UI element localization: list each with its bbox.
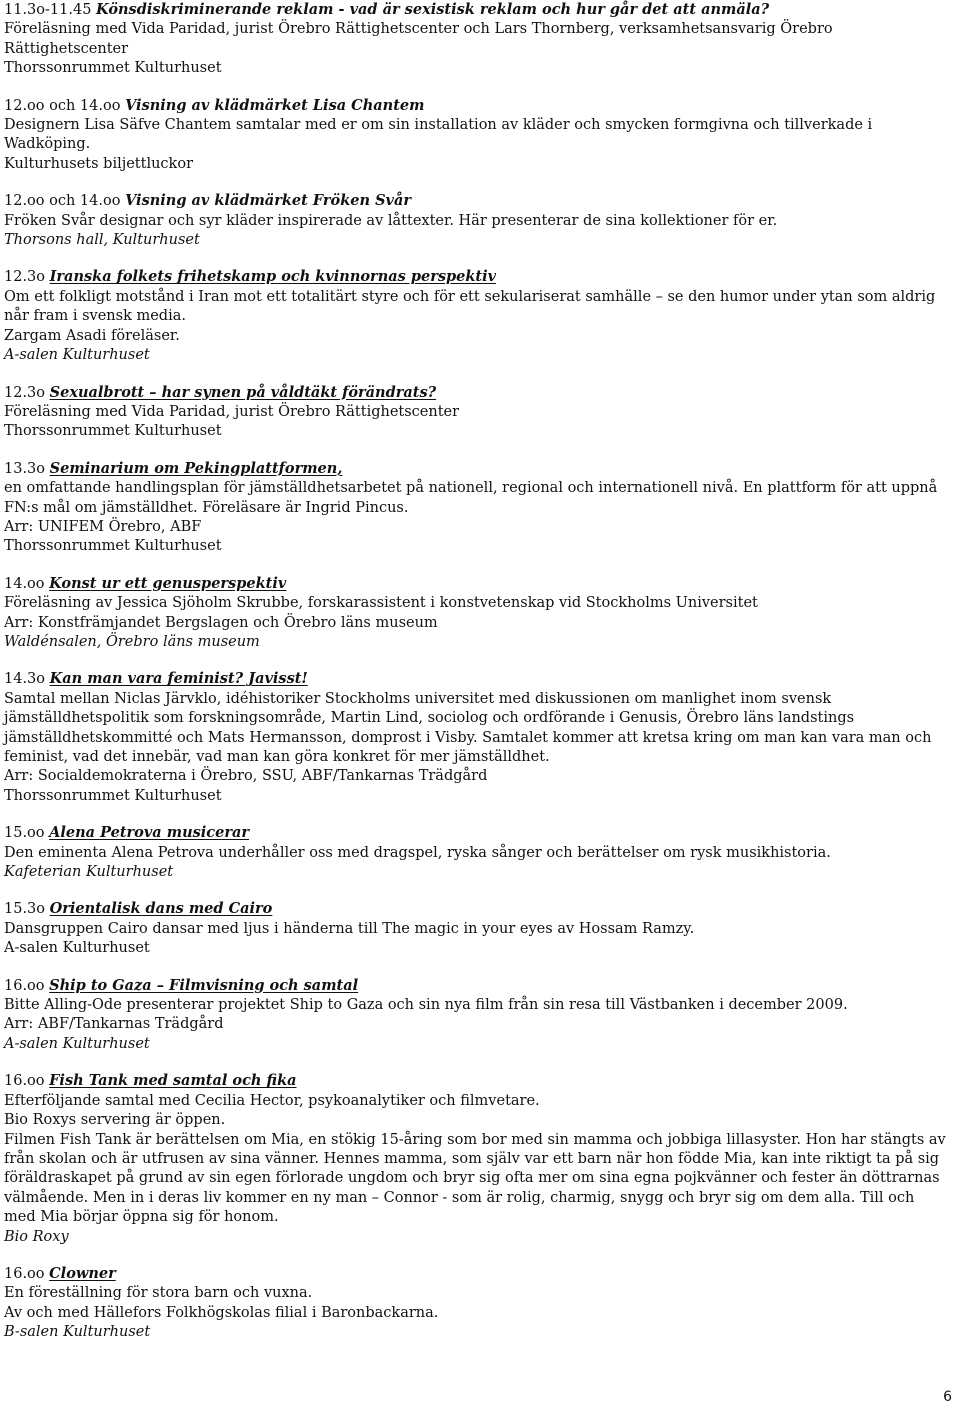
event-description: Fröken Svår designar och syr kläder inspirerade av låttexter. Här presenterar de sina kollektioner för er. — [4, 212, 778, 229]
program-event — [4, 383, 950, 442]
program-event — [4, 1264, 950, 1343]
event-venue: Thorssonrummet Kulturhuset — [4, 538, 222, 555]
event-description: Designern Lisa Säfve Chantem samtalar med er om sin installation av kläder och smycken formgivna och tillverkade i Wadköping. — [4, 117, 873, 153]
event-description: Samtal mellan Niclas Järvklo, idéhistoriker Stockholms universitet med diskussionen om manlighet inom svensk jämställdhetspolitik som forskningsområde, Martin Lind, sociolog och ordförande i Genusis, Örebro läns landstings jämställdhetskommitté och Mats Hermansson, domprost i Visby. Samtalet kommer att kretsa kring om man kan vara man och feminist, vad det innebär, vad man kan göra konkret för mer jämställdhet. — [4, 690, 932, 765]
event-headline — [4, 669, 950, 689]
event-time: 14.oo — [4, 575, 45, 592]
program-event — [4, 267, 950, 365]
event-description: Efterföljande samtal med Cecilia Hector, psykoanalytiker och filmvetare. — [4, 1092, 540, 1109]
event-time: 15.3o — [4, 901, 46, 918]
event-title: Ship to Gaza – Filmvisning och samtal — [49, 976, 359, 994]
program-event — [4, 459, 950, 557]
event-description: Av och med Hällefors Folkhögskolas filial i Baronbackarna. — [4, 1304, 439, 1321]
event-description: Den eminenta Alena Petrova underhåller oss med dragspel, ryska sånger och berättelser om rysk musikhistoria. — [4, 844, 831, 861]
program-document — [4, 0, 950, 1360]
event-headline — [4, 0, 950, 20]
event-title: Konst ur ett genusperspektiv — [49, 574, 287, 592]
program-event — [4, 669, 950, 806]
program-event — [4, 1071, 950, 1247]
event-headline — [4, 976, 950, 996]
event-description: Arr: Socialdemokraterna i Örebro, SSU, ABF/Tankarnas Trädgård — [4, 768, 488, 785]
event-time: 13.3o — [4, 460, 46, 477]
event-time: 14.3o — [4, 671, 46, 688]
event-title: Könsdiskriminerande reklam - vad är sexistisk reklam och hur går det att anmäla? — [96, 1, 770, 18]
program-event — [4, 823, 950, 882]
event-title: Kan man vara feminist? Javisst! — [49, 670, 308, 688]
event-title: Visning av klädmärket Fröken Svår — [125, 192, 412, 210]
event-venue: Kulturhusets biljettluckor — [4, 155, 193, 172]
page-number: 6 — [943, 1389, 952, 1405]
program-event — [4, 976, 950, 1055]
event-time: 16.oo — [4, 1265, 45, 1282]
event-description: Föreläsning av Jessica Sjöholm Skrubbe, forskarassistent i konstvetenskap vid Stockholms Universitet — [4, 595, 758, 612]
event-description: Föreläsning med Vida Paridad, jurist Örebro Rättighetscenter — [4, 403, 460, 420]
event-time: 11.3o-11.45 — [4, 2, 92, 18]
event-headline — [4, 1264, 950, 1284]
event-headline — [4, 459, 950, 479]
event-title: Clowner — [49, 1264, 116, 1282]
event-title: Orientalisk dans med Cairo — [49, 900, 273, 918]
event-title: Alena Petrova musicerar — [49, 824, 250, 842]
event-venue: B-salen Kulturhuset — [4, 1324, 151, 1341]
event-title: Iranska folkets frihetskamp och kvinnornas perspektiv — [49, 268, 497, 286]
event-venue: A-salen Kulturhuset — [4, 347, 150, 364]
program-event — [4, 191, 950, 250]
event-time: 16.oo — [4, 1073, 45, 1090]
event-description: en omfattande handlingsplan för jämställdhetsarbetet på nationell, regional och internationell nivå. En plattform för att uppnå FN:s mål om jämställdhet. Föreläsare är Ingrid Pincus. — [4, 480, 938, 516]
event-venue: Kafeterian Kulturhuset — [4, 864, 174, 881]
program-event — [4, 899, 950, 958]
event-description: En föreställning för stora barn och vuxna. — [4, 1285, 313, 1302]
event-description: Bitte Alling-Ode presenterar projektet Ship to Gaza och sin nya film från sin resa till Västbanken i december 2009. — [4, 997, 848, 1014]
event-description: Om ett folkligt motstånd i Iran mot ett totalitärt styre och för ett sekulariserat samhälle – se den humor under ytan som aldrig når fram i svensk media. — [4, 288, 936, 325]
event-headline — [4, 267, 950, 287]
event-headline — [4, 383, 950, 403]
event-description: Filmen Fish Tank är berättelsen om Mia, en stökig 15-åring som bor med sin mamma och jobbiga lillasyster. Hon har stängts av från skolan och är utfrusen av sina vänner. Hennes mamma, som själv var ett barn när hon födde Mia, kan inte riktigt ta på sig föräldraskapet på grund av sin egen förlorade ungdom och bryr sig ofta mer om sina egna pojkvänner och fester än döttrarnas välmående. Men in i deras liv kommer en ny man – Connor - som är rolig, charmig, snygg och bryr sig om dem alla. Till och med Mia börjar öppna sig för honom. — [4, 1131, 946, 1226]
event-venue: Thorssonrummet Kulturhuset — [4, 423, 222, 440]
program-event — [4, 0, 950, 79]
event-venue: Thorsons hall, Kulturhuset — [4, 232, 200, 249]
event-venue: Bio Roxy — [4, 1228, 69, 1245]
event-description: Arr: UNIFEM Örebro, ABF — [4, 518, 202, 535]
event-description: Zargam Asadi föreläser. — [4, 327, 180, 344]
event-description: Bio Roxys servering är öppen. — [4, 1112, 226, 1129]
event-description: Föreläsning med Vida Paridad, jurist Örebro Rättighetscenter och Lars Thornberg, verksamhetsansvarig Örebro Rättighetscenter — [4, 21, 833, 57]
event-time: 12.oo och 14.oo — [4, 193, 121, 210]
event-title: Seminarium om Pekingplattformen, — [49, 459, 343, 477]
event-time: 16.oo — [4, 977, 45, 994]
event-time: 12.oo och 14.oo — [4, 97, 121, 114]
event-venue: Thorssonrummet Kulturhuset — [4, 787, 222, 804]
event-time: 15.oo — [4, 825, 45, 842]
event-venue: Thorssonrummet Kulturhuset — [4, 60, 222, 77]
event-title: Fish Tank med samtal och fika — [49, 1072, 297, 1090]
event-venue: A-salen Kulturhuset — [4, 940, 150, 957]
event-headline — [4, 574, 950, 594]
event-description: Dansgruppen Cairo dansar med ljus i händerna till The magic in your eyes av Hossam Ramzy. — [4, 920, 695, 937]
event-title: Sexualbrott – har synen på våldtäkt förändrats? — [49, 383, 437, 401]
event-time: 12.3o — [4, 384, 46, 401]
event-headline — [4, 1071, 950, 1091]
program-event — [4, 574, 950, 653]
event-headline — [4, 899, 950, 919]
event-title: Visning av klädmärket Lisa Chantem — [125, 96, 425, 114]
event-description: Arr: Konstfrämjandet Bergslagen och Örebro läns museum — [4, 614, 438, 631]
event-headline — [4, 96, 950, 116]
event-venue: Waldénsalen, Örebro läns museum — [4, 633, 260, 650]
event-description: Arr: ABF/Tankarnas Trädgård — [4, 1016, 224, 1033]
event-headline — [4, 191, 950, 211]
program-event — [4, 96, 950, 175]
event-time: 12.3o — [4, 269, 46, 286]
event-venue: A-salen Kulturhuset — [4, 1035, 150, 1052]
event-headline — [4, 823, 950, 843]
